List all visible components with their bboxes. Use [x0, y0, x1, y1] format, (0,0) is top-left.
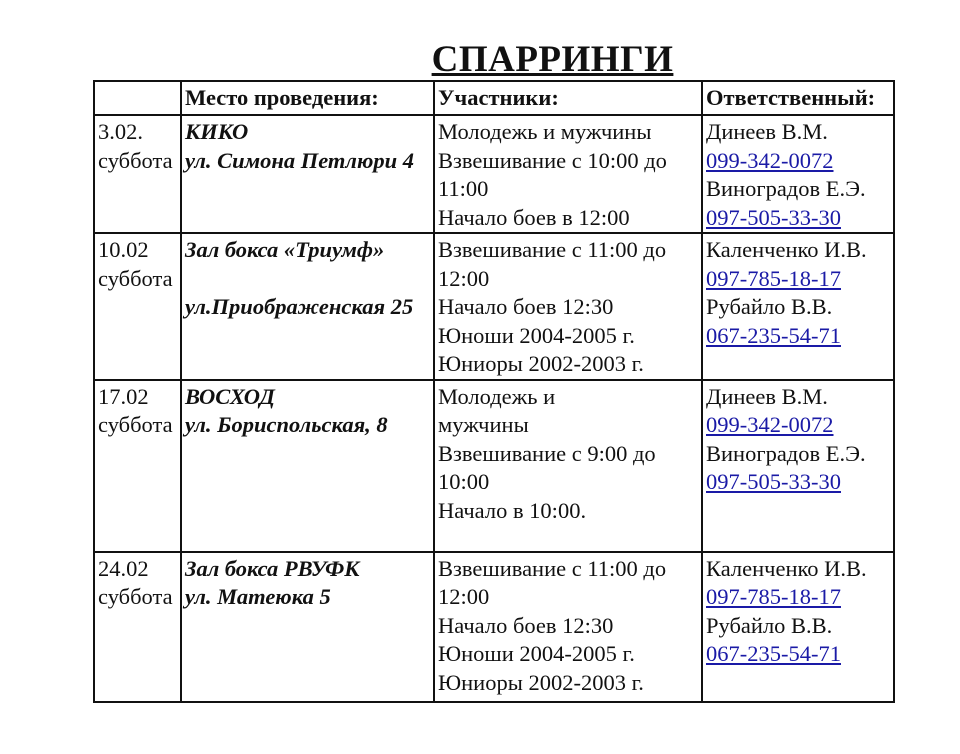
- header-venue: Место проведения:: [181, 81, 434, 115]
- contact-name: Каленченко И.В.: [706, 555, 867, 581]
- contact-name: Динеев В.М.: [706, 119, 828, 144]
- venue-name: ВОСХОД: [185, 383, 275, 409]
- participants-line: Юноши 2004-2005 г.: [438, 641, 635, 666]
- phone-link[interactable]: 067-235-54-71: [706, 641, 841, 666]
- date-cell: [94, 233, 181, 380]
- participants-line: Начало боев 12:30: [438, 294, 614, 319]
- weekday: суббота: [98, 584, 173, 609]
- phone-link[interactable]: 099-342-0072: [706, 147, 834, 173]
- contact-name: Виноградов Е.Э.: [706, 176, 866, 201]
- participants-line: 12:00: [438, 584, 490, 609]
- phone-link[interactable]: 067-235-54-71: [706, 322, 841, 348]
- participants-cell: [434, 380, 702, 552]
- table-row: [94, 233, 894, 380]
- weekday: суббота: [98, 412, 173, 437]
- header-responsible: Ответственный:: [702, 81, 894, 115]
- venue-spacer: [185, 265, 431, 294]
- responsible-cell: [702, 380, 894, 552]
- table-row: [94, 380, 894, 552]
- date-cell: [94, 552, 181, 702]
- participants-line: мужчины: [438, 412, 529, 437]
- participants-cell: [434, 115, 702, 233]
- sparring-schedule-table: [93, 80, 895, 703]
- participants-line: Взвешивание с 9:00 до: [438, 440, 656, 466]
- venue-address: ул. Симона Петлюри 4: [185, 147, 415, 173]
- participants-line: Начало боев в 12:00: [438, 204, 630, 230]
- date-cell: [94, 115, 181, 233]
- phone-link[interactable]: 097-785-18-17: [706, 584, 841, 609]
- table-header-row: [94, 81, 894, 115]
- contact-name: Каленченко И.В.: [706, 237, 867, 262]
- participants-line: Взвешивание с 10:00 до: [438, 147, 667, 173]
- responsible-cell: [702, 115, 894, 233]
- participants-line: Начало боев 12:30: [438, 612, 614, 638]
- venue-address: ул. Матеюка 5: [185, 584, 331, 609]
- header-date: [94, 81, 181, 115]
- table-row: [94, 115, 894, 233]
- participants-line: Юниоры 2002-2003 г.: [438, 351, 644, 376]
- venue-name: Зал бокса РВУФК: [185, 555, 360, 581]
- venue-name: КИКО: [185, 119, 249, 144]
- venue-cell: [181, 233, 434, 380]
- participants-line: Молодежь и: [438, 383, 556, 409]
- participants-cell: [434, 552, 702, 702]
- participants-cell: [434, 233, 702, 380]
- participants-line: Молодежь и мужчины: [438, 119, 652, 144]
- header-participants: Участники:: [434, 81, 702, 115]
- contact-name: Виноградов Е.Э.: [706, 440, 866, 466]
- phone-link[interactable]: 097-785-18-17: [706, 265, 841, 291]
- participants-line: Начало в 10:00.: [438, 497, 587, 523]
- venue-cell: [181, 115, 434, 233]
- phone-link[interactable]: 097-505-33-30: [706, 204, 841, 230]
- date: 17.02: [98, 383, 149, 409]
- participants-line: Юноши 2004-2005 г.: [438, 322, 635, 348]
- participants-line: Юниоры 2002-2003 г.: [438, 669, 644, 695]
- participants-line: Взвешивание с 11:00 до: [438, 555, 667, 581]
- participants-line: 11:00: [438, 176, 489, 201]
- weekday: суббота: [98, 265, 173, 291]
- participants-line: Взвешивание с 11:00 до: [438, 237, 667, 262]
- phone-link[interactable]: 097-505-33-30: [706, 469, 841, 494]
- responsible-cell: [702, 233, 894, 380]
- participants-line: 12:00: [438, 265, 490, 291]
- contact-name: Динеев В.М.: [706, 383, 828, 409]
- weekday: суббота: [98, 147, 173, 173]
- venue-cell: [181, 552, 434, 702]
- date: 24.02: [98, 555, 149, 581]
- venue-address: ул.Приображенская 25: [185, 294, 414, 319]
- contact-name: Рубайло В.В.: [706, 294, 833, 319]
- page-title: СПАРРИНГИ: [431, 39, 674, 80]
- phone-link[interactable]: 099-342-0072: [706, 412, 834, 437]
- table-row: [94, 552, 894, 702]
- contact-name: Рубайло В.В.: [706, 612, 833, 638]
- venue-name: Зал бокса «Триумф»: [185, 237, 385, 262]
- participants-line: 10:00: [438, 469, 490, 494]
- responsible-cell: [702, 552, 894, 702]
- date: 10.02: [98, 237, 149, 262]
- date: 3.02.: [98, 119, 143, 144]
- date-cell: [94, 380, 181, 552]
- venue-cell: [181, 380, 434, 552]
- venue-address: ул. Бориспольская, 8: [185, 412, 388, 437]
